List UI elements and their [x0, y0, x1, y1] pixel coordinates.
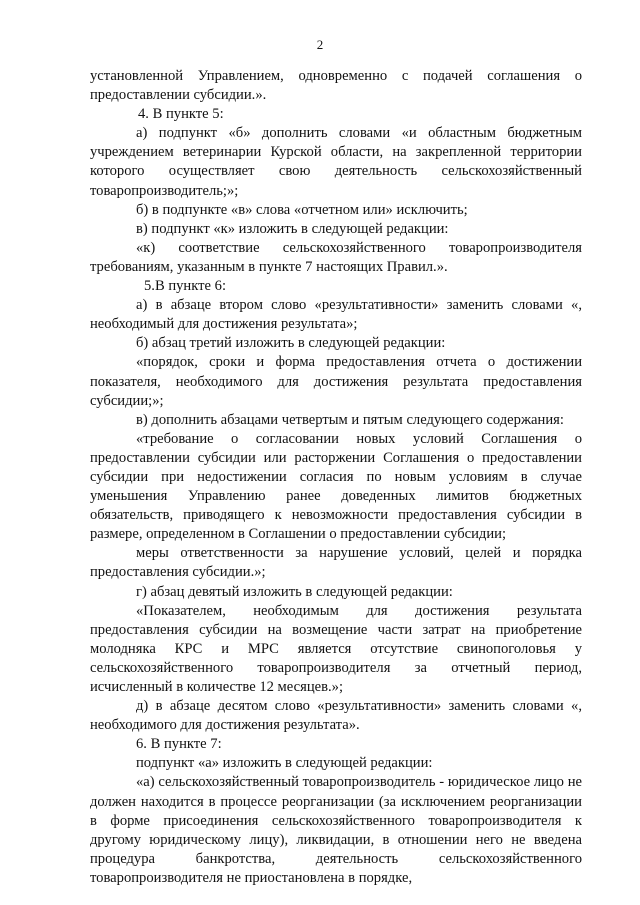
paragraph: 6. В пункте 7:	[136, 736, 222, 753]
paragraph: д) в абзаце десятом слово «результативности» заменить словами «, необходимого для достижения результата».	[90, 698, 582, 734]
paragraph: «а) сельскохозяйственный товаропроизводитель - юридическое лицо не должен находится в процессе реорганизации (за исключением реорганизации в форме присоединения сельскохозяйственного товаропроизводителя к другому юридическому лицу), ликвидации, в отношении него не введена процедура банкротства, деятельность сельскохозяйственного товаропроизводителя не приостановлена в порядке,	[90, 774, 582, 886]
paragraph: б) в подпункте «в» слова «отчетном или» исключить;	[136, 201, 468, 218]
paragraph: 5.В пункте 6:	[144, 278, 226, 295]
paragraph: меры ответственности за нарушение условий, целей и порядка предоставления субсидии.»;	[90, 545, 582, 581]
paragraph: б) абзац третий изложить в следующей редакции:	[136, 335, 446, 352]
paragraph: «к) соответствие сельскохозяйственного товаропроизводителя требованиям, указанным в пункте 7 настоящих Правил.».	[90, 239, 582, 275]
paragraph: в) подпункт «к» изложить в следующей редакции:	[136, 220, 449, 237]
paragraph: а) подпункт «б» дополнить словами «и областным бюджетным учреждением ветеринарии Курской области, на закрепленной территории которого осуществляет свою деятельность сельскохозяйственный товаропроизводитель;»;	[90, 125, 582, 199]
paragraph: «порядок, сроки и форма предоставления отчета о достижении показателя, необходимого для достижения результата предоставления субсидии;»;	[90, 354, 582, 409]
document-body	[90, 67, 582, 888]
paragraph: 4. В пункте 5:	[138, 106, 224, 123]
paragraph: в) дополнить абзацами четвертым и пятым следующего содержания:	[136, 411, 564, 428]
paragraph: «требование о согласовании новых условий Соглашения о предоставлении субсидии или расторжении Соглашения о предоставлении субсидии при недостижении согласия по новым условиям в случае уменьшения Управлению ранее доведенных лимитов бюджетных обязательств, приводящего к невозможности предоставления субсидии в размере, определенном в Соглашении о предоставлении субсидии;	[90, 430, 582, 543]
paragraph: г) абзац девятый изложить в следующей редакции:	[136, 583, 453, 600]
paragraph: установленной Управлением, одновременно с подачей соглашения о предоставлении субсидии.».	[90, 68, 582, 104]
paragraph: подпункт «а» изложить в следующей редакции:	[136, 755, 433, 772]
paragraph: «Показателем, необходимым для достижения результата предоставления субсидии на возмещение части затрат на приобретение молодняка КРС и МРС является отсутствие свинопоголовья у сельскохозяйственного товаропроизводителя за отчетный период, исчисленный в количестве 12 месяцев.»;	[90, 602, 582, 695]
page-number: 2	[316, 37, 324, 52]
paragraph: а) в абзаце втором слово «результативности» заменить словами «, необходимый для достижения результата»;	[90, 297, 582, 333]
